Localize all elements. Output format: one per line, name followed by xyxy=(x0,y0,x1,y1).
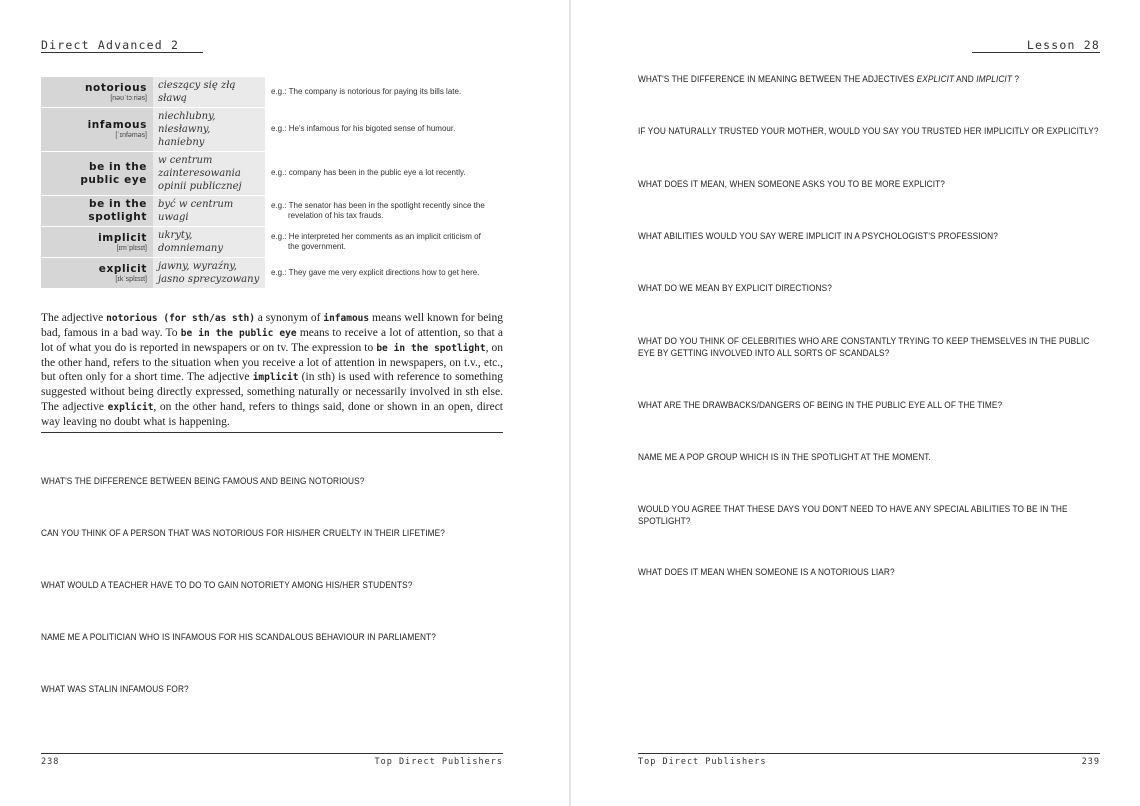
vocab-term-cell xyxy=(41,77,153,108)
paragraph-text: , on the other hand, refers to things said, done or shown in an open, direct way leaving no doubt what is happening. xyxy=(41,400,503,428)
vocab-pronunciation: [ɪkˈsplɪsɪt] xyxy=(115,275,147,283)
left-page xyxy=(0,0,569,806)
question-text: AND xyxy=(954,74,977,84)
vocab-example-text: e.g.: company has been in the public eye a lot recently. xyxy=(271,168,466,178)
vocab-example xyxy=(265,77,496,108)
vocab-row xyxy=(41,77,496,108)
paragraph-keyword: be in the public eye xyxy=(180,328,297,340)
left-header-rule xyxy=(41,52,203,53)
vocab-row xyxy=(41,258,496,289)
question-item: WHAT DO YOU THINK OF CELEBRITIES WHO ARE CONSTANTLY TRYING TO KEEP THEMSELVES IN THE PUBLIC EYE BY GETTING INVOLVED INTO ALL SORTS OF SCANDALS? xyxy=(638,336,1090,358)
paragraph-keyword: implicit xyxy=(252,372,299,384)
right-page xyxy=(571,0,1140,806)
left-page-header: Direct Advanced 2 xyxy=(41,38,180,52)
vocab-row xyxy=(41,152,496,196)
vocab-term: be in the public eye xyxy=(80,160,147,186)
vocab-example-text: e.g.: The company is notorious for paying its bills late. xyxy=(271,86,462,96)
vocabulary-table xyxy=(41,77,496,289)
vocab-term-cell xyxy=(41,152,153,196)
vocab-term: infamous xyxy=(87,119,147,131)
right-page-number: 239 xyxy=(1081,757,1100,767)
vocab-pronunciation: [ɪmˈplɪsɪt] xyxy=(116,244,147,252)
paragraph-keyword: infamous xyxy=(323,313,370,324)
paragraph-text: means well known for being bad, famous in a bad way. To xyxy=(41,312,503,340)
question-keyword: EXPLICIT xyxy=(916,74,955,84)
question-text: ? xyxy=(1011,74,1020,84)
vocab-translation: być w centrum uwagi xyxy=(153,196,265,227)
right-header-rule xyxy=(972,52,1100,53)
question-item: NAME ME A POP GROUP WHICH IS IN THE SPOTLIGHT AT THE MOMENT. xyxy=(638,452,931,462)
vocab-term-cell xyxy=(41,258,153,289)
question-text: WHAT'S THE DIFFERENCE IN MEANING BETWEEN THE ADJECTIVES xyxy=(638,74,917,84)
right-footer-rule xyxy=(638,753,1100,754)
explanation-paragraph xyxy=(41,311,503,429)
vocab-translation: niechlubny, niesławny, haniebny xyxy=(153,108,265,152)
vocab-term-cell xyxy=(41,196,153,227)
question-item: WOULD YOU AGREE THAT THESE DAYS YOU DON'T NEED TO HAVE ANY SPECIAL ABILITIES TO BE IN THE SPOTLIGHT? xyxy=(638,504,1068,526)
vocab-example xyxy=(265,227,496,258)
vocab-pronunciation: [nəʊˈtɔːriəs] xyxy=(110,94,147,102)
right-publisher: Top Direct Publishers xyxy=(638,757,767,767)
vocab-example-text: e.g.: He interpreted her comments as an implicit criticism of the government. xyxy=(271,231,481,251)
question-item xyxy=(638,74,1107,86)
question-item: WHAT DOES IT MEAN WHEN SOMEONE IS A NOTORIOUS LIAR? xyxy=(638,567,895,577)
vocab-row xyxy=(41,196,496,227)
question-item: WHAT DO WE MEAN BY EXPLICIT DIRECTIONS? xyxy=(638,283,832,293)
vocab-translation: jawny, wyraźny, jasno sprecyzowany xyxy=(153,258,265,289)
paragraph-keyword: be in the spotlight xyxy=(376,343,486,355)
vocab-term-cell xyxy=(41,108,153,152)
question-keyword: IMPLICIT xyxy=(976,74,1012,84)
vocab-example xyxy=(265,108,496,152)
vocab-example xyxy=(265,196,496,227)
vocab-pronunciation: [ˈɪnfəməs] xyxy=(115,132,147,139)
paragraph-text: The adjective xyxy=(41,312,107,324)
vocab-translation: ukryty, domniemany xyxy=(153,227,265,258)
vocab-term-cell xyxy=(41,227,153,258)
paragraph-text: means to receive a lot of attention, so that a lot of what you do is reported in newspapers or on tv. The expression to xyxy=(41,327,504,355)
paragraph-keyword: explicit xyxy=(107,401,154,413)
left-footer-rule xyxy=(41,753,503,754)
vocab-translation: cieszący się złą sławą xyxy=(153,77,265,108)
question-item: WHAT ABILITIES WOULD YOU SAY WERE IMPLICIT IN A PSYCHOLOGIST'S PROFESSION? xyxy=(638,231,998,241)
vocab-example-text: e.g.: They gave me very explicit directions how to get here. xyxy=(271,267,480,277)
vocab-example xyxy=(265,152,496,196)
vocab-example-text: e.g.: He's infamous for his bigoted sense of humour. xyxy=(271,124,456,134)
question-item: WHAT WAS STALIN INFAMOUS FOR? xyxy=(41,684,189,694)
left-publisher: Top Direct Publishers xyxy=(374,757,503,767)
vocab-row xyxy=(41,227,496,258)
question-item: WHAT'S THE DIFFERENCE BETWEEN BEING FAMOUS AND BEING NOTORIOUS? xyxy=(41,476,365,486)
vocab-term: explicit xyxy=(98,262,147,275)
vocab-term: implicit xyxy=(98,231,147,244)
vocab-example xyxy=(265,258,496,289)
paragraph-text: , on the other hand, refers to the situation when you receive a lot of attention in newspapers, on t.v., etc., but often only for a short time. The adjective xyxy=(41,342,504,384)
paragraph-text: (in sth) is used with reference to something suggested without being directly expressed, something naturally or necessarily involved in sth else. The adjective xyxy=(41,371,503,413)
question-item: CAN YOU THINK OF A PERSON THAT WAS NOTORIOUS FOR HIS/HER CRUELTY IN THEIR LIFETIME? xyxy=(41,528,445,538)
question-item: WHAT WOULD A TEACHER HAVE TO DO TO GAIN NOTORIETY AMONG HIS/HER STUDENTS? xyxy=(41,580,413,590)
vocab-example-text: e.g.: The senator has been in the spotlight recently since the revelation of his tax frauds. xyxy=(271,200,485,220)
paragraph-rule xyxy=(41,432,503,433)
vocab-translation: w centrum zainteresowania opinii publicznej xyxy=(153,152,265,196)
vocab-term: be in the spotlight xyxy=(88,198,147,223)
question-item: WHAT ARE THE DRAWBACKS/DANGERS OF BEING IN THE PUBLIC EYE ALL OF THE TIME? xyxy=(638,400,1003,410)
vocab-row xyxy=(41,108,496,152)
vocab-term: notorious xyxy=(84,81,147,94)
right-page-header: Lesson 28 xyxy=(1026,38,1100,52)
paragraph-text: a synonym of xyxy=(254,312,324,324)
left-page-number: 238 xyxy=(41,757,60,767)
question-item: IF YOU NATURALLY TRUSTED YOUR MOTHER, WOULD YOU SAY YOU TRUSTED HER IMPLICITLY OR EXPLICITLY? xyxy=(638,126,1099,136)
paragraph-keyword: notorious (for sth/as sth) xyxy=(106,313,255,324)
question-item: WHAT DOES IT MEAN, WHEN SOMEONE ASKS YOU TO BE MORE EXPLICIT? xyxy=(638,179,945,189)
question-item: NAME ME A POLITICIAN WHO IS INFAMOUS FOR HIS SCANDALOUS BEHAVIOUR IN PARLIAMENT? xyxy=(41,632,436,642)
